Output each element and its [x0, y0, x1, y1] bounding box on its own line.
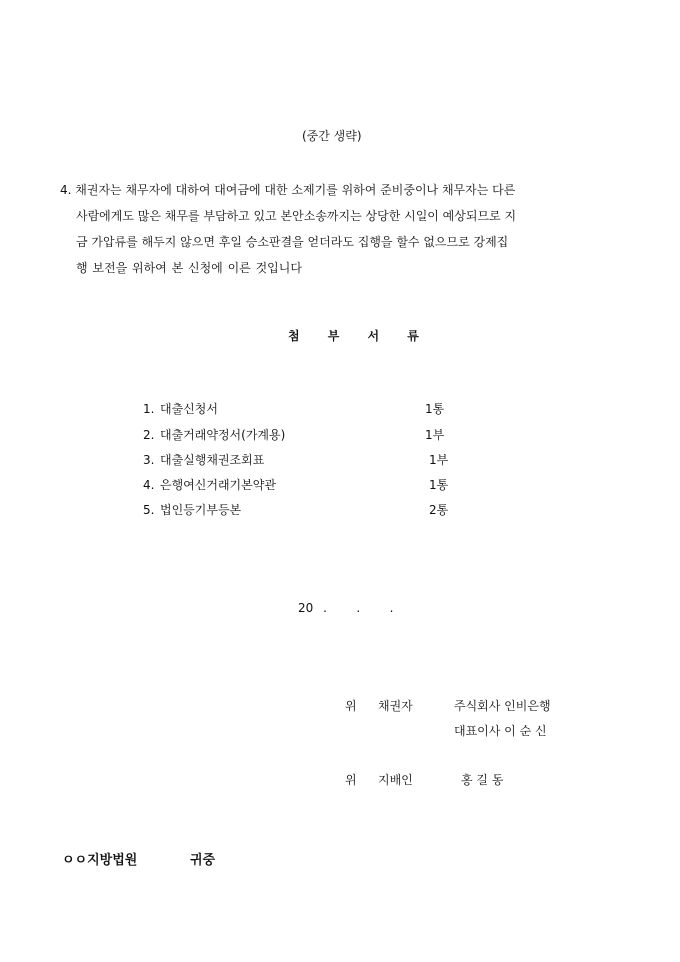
paragraph-line-3-text: 금 가압류를 해두지 않으면 후일 승소판결을 얻더라도 집행을 할수 없으므로 강제집 — [76, 235, 509, 249]
attachment-quantity: 1통 — [429, 478, 449, 492]
date-line: 20 . . . — [298, 601, 394, 615]
creditor-name: 주식회사 인비은행 — [454, 699, 551, 713]
attachment-quantity: 1통 — [425, 402, 445, 416]
paragraph-line-2 — [60, 209, 626, 223]
attachment-number: 5. — [143, 503, 155, 517]
paragraph-line-4-text: 행 보전을 위하여 본 신청에 이른 것입니다 — [76, 261, 302, 275]
attachment-number: 1. — [143, 402, 155, 416]
attachment-name: 대출거래약정서(가계용) — [160, 428, 286, 442]
attachments-heading: 첨 부 서 류 — [288, 329, 431, 343]
attachment-quantity: 2통 — [429, 503, 449, 517]
paragraph-line-1 — [60, 183, 626, 197]
attachment-quantity: 1부 — [429, 453, 449, 467]
manager-label: 지배인 — [378, 773, 413, 787]
paragraph-4 — [60, 183, 626, 287]
attachment-name: 은행여신거래기본약관 — [160, 478, 276, 492]
paragraph-line-2-text: 사람에게도 많은 채무를 부담하고 있고 본안소송까지는 상당한 시일이 예상되므로 지 — [76, 209, 517, 223]
attachment-number: 4. — [143, 478, 155, 492]
paragraph-line-1-text: 4. 채권자는 채무자에 대하여 대여금에 대한 소제기를 위하여 준비중이나 채무자는 다른 — [60, 183, 516, 197]
creditor-prefix: 위 — [345, 699, 357, 713]
attachment-name: 대출실행채권조회표 — [160, 453, 265, 467]
manager-name: 홍 길 동 — [461, 773, 504, 787]
omission-note: (중간 생략) — [302, 129, 362, 143]
paragraph-line-3 — [60, 235, 626, 249]
attachment-quantity: 1부 — [425, 428, 445, 442]
court-suffix: 귀중 — [190, 853, 216, 868]
creditor-representative: 대표이사 이 순 신 — [454, 724, 547, 738]
creditor-label: 채권자 — [378, 699, 413, 713]
court-name: ㅇㅇ지방법원 — [62, 853, 138, 868]
attachment-number: 2. — [143, 428, 155, 442]
manager-prefix: 위 — [345, 773, 357, 787]
attachment-name: 법인등기부등본 — [160, 503, 242, 517]
attachment-name: 대출신청서 — [160, 402, 218, 416]
attachment-number: 3. — [143, 453, 155, 467]
paragraph-line-4 — [60, 261, 626, 275]
